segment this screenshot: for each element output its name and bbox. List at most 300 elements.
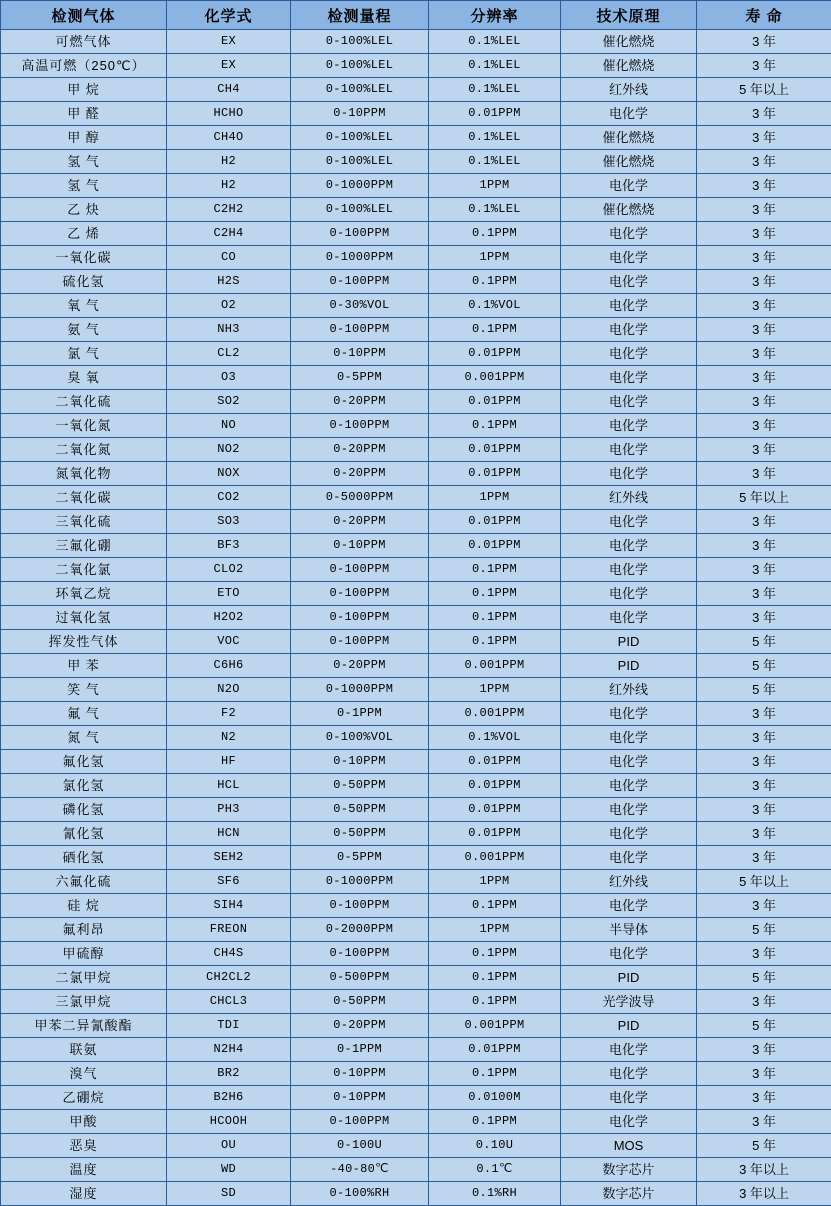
cell-lifetime: 3 年	[697, 30, 831, 54]
table-row	[1, 942, 831, 966]
cell-gas-name: 高温可燃（250℃）	[1, 54, 167, 78]
cell-lifetime: 3 年	[697, 1086, 831, 1110]
cell-gas-name: 挥发性气体	[1, 630, 167, 654]
cell-gas-name: 乙 炔	[1, 198, 167, 222]
cell-gas-name: 甲酸	[1, 1110, 167, 1134]
table-row	[1, 726, 831, 750]
cell-technical-principle: 电化学	[561, 1062, 697, 1086]
cell-chemical-formula: HF	[167, 750, 291, 774]
cell-resolution: 0.0100M	[429, 1086, 561, 1110]
table-header	[1, 1, 831, 30]
cell-lifetime: 5 年以上	[697, 78, 831, 102]
cell-gas-name: 一氧化碳	[1, 246, 167, 270]
cell-gas-name: 温度	[1, 1158, 167, 1182]
cell-gas-name: 联氨	[1, 1038, 167, 1062]
cell-resolution: 0.1%RH	[429, 1182, 561, 1206]
cell-detection-range: 0-100PPM	[291, 1110, 429, 1134]
cell-lifetime: 3 年	[697, 342, 831, 366]
cell-technical-principle: 催化燃烧	[561, 150, 697, 174]
cell-lifetime: 5 年	[697, 918, 831, 942]
cell-technical-principle: 数字芯片	[561, 1182, 697, 1206]
cell-chemical-formula: WD	[167, 1158, 291, 1182]
cell-technical-principle: 电化学	[561, 366, 697, 390]
table-row	[1, 30, 831, 54]
cell-detection-range: 0-100PPM	[291, 318, 429, 342]
cell-technical-principle: 电化学	[561, 390, 697, 414]
cell-lifetime: 3 年	[697, 126, 831, 150]
cell-resolution: 0.01PPM	[429, 102, 561, 126]
cell-resolution: 0.01PPM	[429, 798, 561, 822]
cell-technical-principle: 电化学	[561, 774, 697, 798]
cell-detection-range: 0-100%LEL	[291, 54, 429, 78]
cell-detection-range: 0-50PPM	[291, 990, 429, 1014]
cell-lifetime: 5 年以上	[697, 486, 831, 510]
cell-detection-range: 0-20PPM	[291, 462, 429, 486]
cell-lifetime: 3 年	[697, 246, 831, 270]
header-row	[1, 1, 831, 30]
cell-lifetime: 5 年	[697, 678, 831, 702]
cell-resolution: 0.1PPM	[429, 222, 561, 246]
cell-resolution: 0.01PPM	[429, 822, 561, 846]
cell-gas-name: 甲 烷	[1, 78, 167, 102]
cell-detection-range: 0-10PPM	[291, 1086, 429, 1110]
table-row	[1, 1110, 831, 1134]
cell-resolution: 0.1%LEL	[429, 198, 561, 222]
cell-lifetime: 3 年	[697, 750, 831, 774]
table-row	[1, 630, 831, 654]
cell-chemical-formula: BR2	[167, 1062, 291, 1086]
table-row	[1, 462, 831, 486]
cell-resolution: 0.1%LEL	[429, 54, 561, 78]
cell-detection-range: 0-5PPM	[291, 846, 429, 870]
table-row	[1, 78, 831, 102]
table-row	[1, 750, 831, 774]
cell-detection-range: 0-1000PPM	[291, 246, 429, 270]
cell-technical-principle: 电化学	[561, 582, 697, 606]
cell-technical-principle: 电化学	[561, 798, 697, 822]
cell-gas-name: 硒化氢	[1, 846, 167, 870]
cell-technical-principle: 催化燃烧	[561, 198, 697, 222]
cell-detection-range: 0-100U	[291, 1134, 429, 1158]
cell-technical-principle: 电化学	[561, 438, 697, 462]
cell-gas-name: 氟化氢	[1, 750, 167, 774]
cell-chemical-formula: NO	[167, 414, 291, 438]
cell-technical-principle: 电化学	[561, 510, 697, 534]
cell-detection-range: 0-10PPM	[291, 534, 429, 558]
cell-lifetime: 5 年	[697, 630, 831, 654]
cell-chemical-formula: N2O	[167, 678, 291, 702]
cell-lifetime: 3 年	[697, 174, 831, 198]
cell-technical-principle: 电化学	[561, 1110, 697, 1134]
cell-chemical-formula: O3	[167, 366, 291, 390]
cell-chemical-formula: SO3	[167, 510, 291, 534]
cell-lifetime: 3 年	[697, 390, 831, 414]
cell-gas-name: 氰化氢	[1, 822, 167, 846]
cell-technical-principle: 电化学	[561, 270, 697, 294]
cell-detection-range: 0-10PPM	[291, 342, 429, 366]
cell-detection-range: 0-5PPM	[291, 366, 429, 390]
cell-chemical-formula: HCN	[167, 822, 291, 846]
column-header-principle: 技术原理	[561, 1, 697, 30]
cell-chemical-formula: SIH4	[167, 894, 291, 918]
cell-detection-range: 0-100PPM	[291, 558, 429, 582]
cell-gas-name: 笑 气	[1, 678, 167, 702]
cell-chemical-formula: CO	[167, 246, 291, 270]
cell-resolution: 0.01PPM	[429, 462, 561, 486]
cell-lifetime: 3 年	[697, 798, 831, 822]
cell-technical-principle: 催化燃烧	[561, 30, 697, 54]
cell-detection-range: 0-5000PPM	[291, 486, 429, 510]
cell-detection-range: 0-30%VOL	[291, 294, 429, 318]
cell-resolution: 0.01PPM	[429, 438, 561, 462]
table-row	[1, 774, 831, 798]
table-row	[1, 222, 831, 246]
cell-technical-principle: 电化学	[561, 414, 697, 438]
cell-resolution: 0.1PPM	[429, 318, 561, 342]
cell-technical-principle: 电化学	[561, 558, 697, 582]
cell-lifetime: 3 年	[697, 1110, 831, 1134]
cell-chemical-formula: CLO2	[167, 558, 291, 582]
cell-gas-name: 乙 烯	[1, 222, 167, 246]
cell-detection-range: 0-100PPM	[291, 630, 429, 654]
table-row	[1, 174, 831, 198]
cell-gas-name: 三氟化硼	[1, 534, 167, 558]
cell-lifetime: 3 年	[697, 270, 831, 294]
cell-lifetime: 3 年	[697, 102, 831, 126]
cell-technical-principle: 数字芯片	[561, 1158, 697, 1182]
cell-detection-range: 0-100%LEL	[291, 126, 429, 150]
cell-lifetime: 3 年	[697, 150, 831, 174]
cell-chemical-formula: SEH2	[167, 846, 291, 870]
cell-chemical-formula: VOC	[167, 630, 291, 654]
cell-technical-principle: 电化学	[561, 750, 697, 774]
cell-resolution: 0.1PPM	[429, 630, 561, 654]
table-row	[1, 246, 831, 270]
table-row	[1, 558, 831, 582]
table-row	[1, 1038, 831, 1062]
cell-technical-principle: 红外线	[561, 870, 697, 894]
cell-lifetime: 3 年	[697, 54, 831, 78]
cell-technical-principle: 电化学	[561, 342, 697, 366]
cell-resolution: 0.001PPM	[429, 846, 561, 870]
cell-gas-name: 恶臭	[1, 1134, 167, 1158]
cell-detection-range: 0-10PPM	[291, 750, 429, 774]
cell-gas-name: 六氟化硫	[1, 870, 167, 894]
cell-gas-name: 硫化氢	[1, 270, 167, 294]
table-row	[1, 582, 831, 606]
cell-resolution: 0.1PPM	[429, 558, 561, 582]
cell-resolution: 0.001PPM	[429, 702, 561, 726]
cell-technical-principle: 电化学	[561, 846, 697, 870]
cell-technical-principle: PID	[561, 630, 697, 654]
cell-detection-range: 0-1000PPM	[291, 870, 429, 894]
cell-lifetime: 3 年	[697, 726, 831, 750]
table-row	[1, 798, 831, 822]
cell-lifetime: 3 年	[697, 606, 831, 630]
cell-gas-name: 可燃气体	[1, 30, 167, 54]
cell-gas-name: 臭 氧	[1, 366, 167, 390]
cell-technical-principle: 电化学	[561, 174, 697, 198]
cell-gas-name: 湿度	[1, 1182, 167, 1206]
table-row	[1, 1062, 831, 1086]
cell-lifetime: 3 年以上	[697, 1158, 831, 1182]
table-row	[1, 390, 831, 414]
cell-lifetime: 3 年	[697, 942, 831, 966]
cell-chemical-formula: O2	[167, 294, 291, 318]
cell-lifetime: 3 年	[697, 318, 831, 342]
cell-detection-range: -40-80℃	[291, 1158, 429, 1182]
cell-technical-principle: 电化学	[561, 822, 697, 846]
cell-lifetime: 3 年	[697, 462, 831, 486]
cell-resolution: 0.1%VOL	[429, 294, 561, 318]
cell-gas-name: 氨 气	[1, 318, 167, 342]
cell-detection-range: 0-100%VOL	[291, 726, 429, 750]
cell-resolution: 0.10U	[429, 1134, 561, 1158]
table-row	[1, 966, 831, 990]
cell-technical-principle: PID	[561, 966, 697, 990]
table-row	[1, 870, 831, 894]
cell-technical-principle: 电化学	[561, 606, 697, 630]
cell-gas-name: 氯化氢	[1, 774, 167, 798]
cell-resolution: 0.1PPM	[429, 414, 561, 438]
column-header-gas-name: 检测气体	[1, 1, 167, 30]
cell-gas-name: 甲 醛	[1, 102, 167, 126]
cell-lifetime: 3 年	[697, 222, 831, 246]
table-row	[1, 126, 831, 150]
cell-technical-principle: 电化学	[561, 246, 697, 270]
cell-lifetime: 3 年	[697, 198, 831, 222]
cell-lifetime: 3 年	[697, 1038, 831, 1062]
cell-chemical-formula: BF3	[167, 534, 291, 558]
table-row	[1, 54, 831, 78]
cell-gas-name: 甲 醇	[1, 126, 167, 150]
cell-detection-range: 0-100PPM	[291, 222, 429, 246]
cell-technical-principle: 电化学	[561, 702, 697, 726]
column-header-formula: 化学式	[167, 1, 291, 30]
cell-lifetime: 3 年	[697, 366, 831, 390]
cell-chemical-formula: H2S	[167, 270, 291, 294]
cell-gas-name: 一氧化氮	[1, 414, 167, 438]
cell-resolution: 0.1PPM	[429, 966, 561, 990]
table-row	[1, 414, 831, 438]
cell-lifetime: 3 年	[697, 894, 831, 918]
cell-detection-range: 0-100PPM	[291, 606, 429, 630]
cell-gas-name: 三氧化硫	[1, 510, 167, 534]
cell-chemical-formula: SO2	[167, 390, 291, 414]
cell-chemical-formula: CH2CL2	[167, 966, 291, 990]
cell-technical-principle: MOS	[561, 1134, 697, 1158]
cell-detection-range: 0-100%LEL	[291, 150, 429, 174]
cell-detection-range: 0-1000PPM	[291, 174, 429, 198]
table-row	[1, 342, 831, 366]
cell-resolution: 0.1%LEL	[429, 150, 561, 174]
cell-technical-principle: 红外线	[561, 78, 697, 102]
cell-lifetime: 3 年	[697, 558, 831, 582]
cell-detection-range: 0-20PPM	[291, 390, 429, 414]
cell-detection-range: 0-100%LEL	[291, 198, 429, 222]
cell-resolution: 1PPM	[429, 918, 561, 942]
cell-gas-name: 氮氧化物	[1, 462, 167, 486]
cell-lifetime: 3 年	[697, 990, 831, 1014]
cell-lifetime: 3 年	[697, 294, 831, 318]
table-row	[1, 438, 831, 462]
cell-chemical-formula: H2O2	[167, 606, 291, 630]
cell-resolution: 0.01PPM	[429, 1038, 561, 1062]
cell-chemical-formula: EX	[167, 54, 291, 78]
cell-resolution: 0.1PPM	[429, 1110, 561, 1134]
cell-gas-name: 氮 气	[1, 726, 167, 750]
cell-chemical-formula: ETO	[167, 582, 291, 606]
cell-resolution: 1PPM	[429, 486, 561, 510]
cell-lifetime: 3 年	[697, 702, 831, 726]
table-row	[1, 150, 831, 174]
cell-chemical-formula: B2H6	[167, 1086, 291, 1110]
cell-detection-range: 0-1PPM	[291, 702, 429, 726]
cell-technical-principle: 光学波导	[561, 990, 697, 1014]
cell-chemical-formula: HCL	[167, 774, 291, 798]
cell-chemical-formula: EX	[167, 30, 291, 54]
cell-technical-principle: 催化燃烧	[561, 54, 697, 78]
cell-chemical-formula: HCOOH	[167, 1110, 291, 1134]
cell-detection-range: 0-100%LEL	[291, 78, 429, 102]
cell-gas-name: 溴气	[1, 1062, 167, 1086]
cell-detection-range: 0-100PPM	[291, 582, 429, 606]
cell-chemical-formula: C2H2	[167, 198, 291, 222]
cell-detection-range: 0-10PPM	[291, 1062, 429, 1086]
cell-technical-principle: 电化学	[561, 1086, 697, 1110]
cell-detection-range: 0-500PPM	[291, 966, 429, 990]
cell-gas-name: 二氧化硫	[1, 390, 167, 414]
cell-detection-range: 0-10PPM	[291, 102, 429, 126]
table-row	[1, 1182, 831, 1206]
cell-lifetime: 5 年	[697, 654, 831, 678]
table-row	[1, 318, 831, 342]
cell-resolution: 0.1PPM	[429, 582, 561, 606]
cell-resolution: 0.1PPM	[429, 942, 561, 966]
table-row	[1, 1158, 831, 1182]
cell-lifetime: 3 年	[697, 414, 831, 438]
table-row	[1, 606, 831, 630]
cell-resolution: 0.001PPM	[429, 654, 561, 678]
cell-technical-principle: 电化学	[561, 726, 697, 750]
cell-chemical-formula: FREON	[167, 918, 291, 942]
cell-resolution: 0.1PPM	[429, 990, 561, 1014]
cell-technical-principle: 半导体	[561, 918, 697, 942]
cell-gas-name: 二氯甲烷	[1, 966, 167, 990]
cell-technical-principle: PID	[561, 1014, 697, 1038]
table-row	[1, 510, 831, 534]
cell-lifetime: 3 年	[697, 1062, 831, 1086]
cell-lifetime: 3 年	[697, 582, 831, 606]
cell-technical-principle: 红外线	[561, 678, 697, 702]
cell-detection-range: 0-50PPM	[291, 774, 429, 798]
cell-detection-range: 0-20PPM	[291, 654, 429, 678]
cell-detection-range: 0-100PPM	[291, 270, 429, 294]
cell-technical-principle: 红外线	[561, 486, 697, 510]
cell-resolution: 0.01PPM	[429, 510, 561, 534]
cell-resolution: 0.01PPM	[429, 390, 561, 414]
cell-lifetime: 3 年以上	[697, 1182, 831, 1206]
cell-gas-name: 二氧化氮	[1, 438, 167, 462]
cell-chemical-formula: CH4S	[167, 942, 291, 966]
cell-chemical-formula: F2	[167, 702, 291, 726]
cell-technical-principle: 电化学	[561, 102, 697, 126]
cell-gas-name: 二氧化碳	[1, 486, 167, 510]
cell-gas-name: 二氧化氯	[1, 558, 167, 582]
cell-lifetime: 5 年以上	[697, 870, 831, 894]
cell-lifetime: 3 年	[697, 846, 831, 870]
table-row	[1, 1086, 831, 1110]
cell-technical-principle: 电化学	[561, 894, 697, 918]
cell-detection-range: 0-20PPM	[291, 1014, 429, 1038]
table-row	[1, 1014, 831, 1038]
cell-resolution: 0.001PPM	[429, 1014, 561, 1038]
cell-chemical-formula: SD	[167, 1182, 291, 1206]
cell-resolution: 1PPM	[429, 870, 561, 894]
cell-resolution: 0.1PPM	[429, 606, 561, 630]
cell-detection-range: 0-2000PPM	[291, 918, 429, 942]
cell-resolution: 0.01PPM	[429, 534, 561, 558]
cell-chemical-formula: CL2	[167, 342, 291, 366]
cell-resolution: 0.1%LEL	[429, 78, 561, 102]
table-row	[1, 678, 831, 702]
cell-resolution: 0.01PPM	[429, 774, 561, 798]
column-header-lifetime: 寿 命	[697, 1, 831, 30]
table-body	[1, 30, 831, 1206]
table-row	[1, 894, 831, 918]
cell-resolution: 0.1PPM	[429, 894, 561, 918]
cell-chemical-formula: HCHO	[167, 102, 291, 126]
cell-technical-principle: 电化学	[561, 294, 697, 318]
cell-chemical-formula: CHCL3	[167, 990, 291, 1014]
table-row	[1, 654, 831, 678]
cell-chemical-formula: NH3	[167, 318, 291, 342]
cell-gas-name: 氢 气	[1, 150, 167, 174]
table-row	[1, 534, 831, 558]
cell-chemical-formula: N2	[167, 726, 291, 750]
cell-resolution: 0.001PPM	[429, 366, 561, 390]
cell-technical-principle: 电化学	[561, 1038, 697, 1062]
cell-lifetime: 3 年	[697, 534, 831, 558]
cell-gas-name: 氯 气	[1, 342, 167, 366]
table-row	[1, 270, 831, 294]
column-header-range: 检测量程	[291, 1, 429, 30]
cell-chemical-formula: OU	[167, 1134, 291, 1158]
cell-resolution: 1PPM	[429, 246, 561, 270]
cell-resolution: 0.1%LEL	[429, 30, 561, 54]
cell-technical-principle: 电化学	[561, 318, 697, 342]
cell-chemical-formula: CH4	[167, 78, 291, 102]
cell-gas-name: 磷化氢	[1, 798, 167, 822]
cell-gas-name: 三氯甲烷	[1, 990, 167, 1014]
cell-resolution: 0.01PPM	[429, 342, 561, 366]
cell-detection-range: 0-100PPM	[291, 894, 429, 918]
cell-chemical-formula: NO2	[167, 438, 291, 462]
cell-resolution: 0.1PPM	[429, 1062, 561, 1086]
cell-lifetime: 5 年	[697, 1134, 831, 1158]
table-row	[1, 918, 831, 942]
cell-gas-name: 乙硼烷	[1, 1086, 167, 1110]
cell-chemical-formula: CO2	[167, 486, 291, 510]
cell-detection-range: 0-1PPM	[291, 1038, 429, 1062]
cell-detection-range: 0-100%RH	[291, 1182, 429, 1206]
cell-resolution: 0.1%VOL	[429, 726, 561, 750]
cell-lifetime: 3 年	[697, 438, 831, 462]
cell-technical-principle: 电化学	[561, 534, 697, 558]
cell-detection-range: 0-100PPM	[291, 942, 429, 966]
cell-chemical-formula: H2	[167, 174, 291, 198]
table-row	[1, 486, 831, 510]
